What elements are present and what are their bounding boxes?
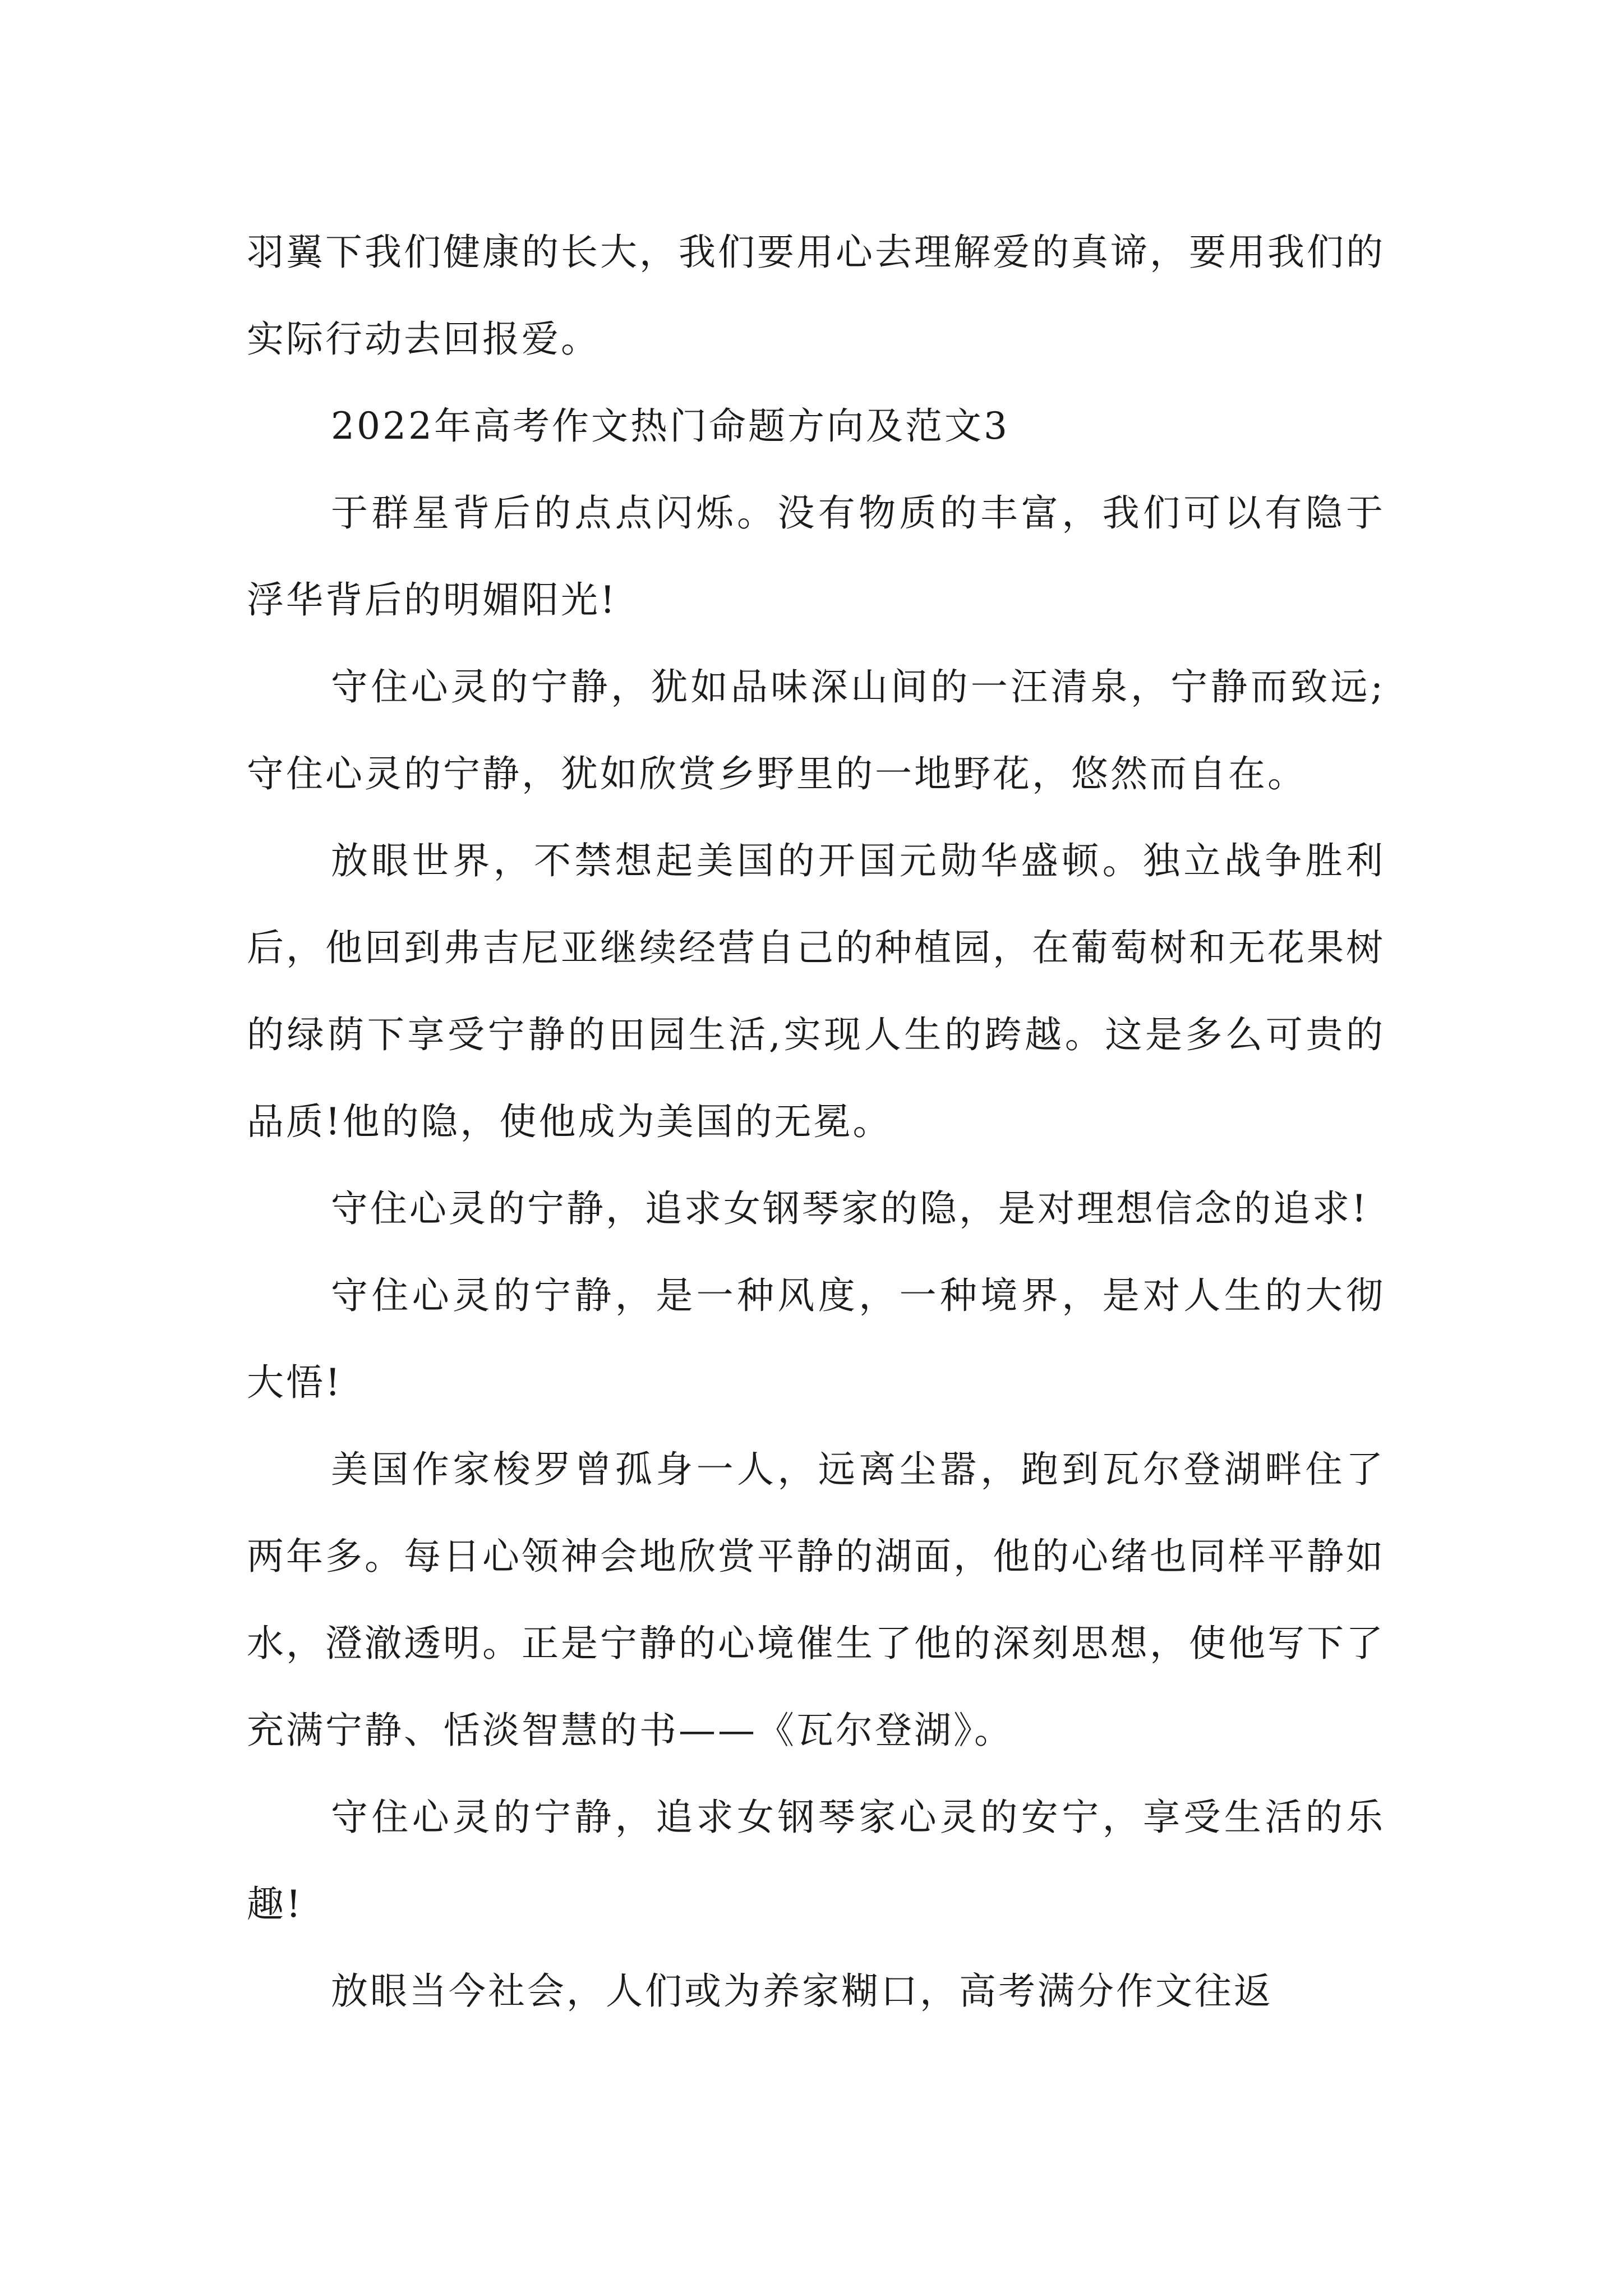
- paragraph: 放眼世界，不禁想起美国的开国元勋华盛顿。独立战争胜利后，他回到弗吉尼亚继续经营自己的种植园，在葡萄树和无花果树的绿荫下享受宁静的田园生活,实现人生的跨越。这是多么可贵的品质!他的隐，使他成为美国的无冕。: [247, 839, 1385, 1143]
- paragraph: 于群星背后的点点闪烁。没有物质的丰富，我们可以有隐于浮华背后的明媚阳光!: [247, 491, 1385, 622]
- paragraph: 放眼当今社会，人们或为养家糊口，高考满分作文往返: [331, 1970, 1273, 2013]
- paragraph: 羽翼下我们健康的长大，我们要用心去理解爱的真谛，要用我们的实际行动去回报爱。: [247, 231, 1385, 361]
- section-heading: 2022年高考作文热门命题方向及范文3: [331, 404, 1009, 448]
- paragraph: 美国作家梭罗曾孤身一人，远离尘嚣，跑到瓦尔登湖畔住了两年多。每日心领神会地欣赏平静的湖面，他的心绪也同样平静如水，澄澈透明。正是宁静的心境催生了他的深刻思想，使他写下了充满宁静、恬淡智慧的书——《瓦尔登湖》。: [247, 1448, 1385, 1752]
- paragraph: 守住心灵的宁静，是一种风度，一种境界，是对人生的大彻大悟!: [247, 1274, 1385, 1404]
- paragraph: 守住心灵的宁静，追求女钢琴家心灵的安宁，享受生活的乐趣!: [247, 1796, 1385, 1926]
- paragraph: 守住心灵的宁静，追求女钢琴家的隐，是对理想信念的追求!: [331, 1187, 1369, 1230]
- paragraph: 守住心灵的宁静，犹如品味深山间的一汪清泉，宁静而致远;守住心灵的宁静，犹如欣赏乡野里的一地野花，悠然而自在。: [247, 665, 1385, 795]
- document-body: [247, 209, 1385, 2035]
